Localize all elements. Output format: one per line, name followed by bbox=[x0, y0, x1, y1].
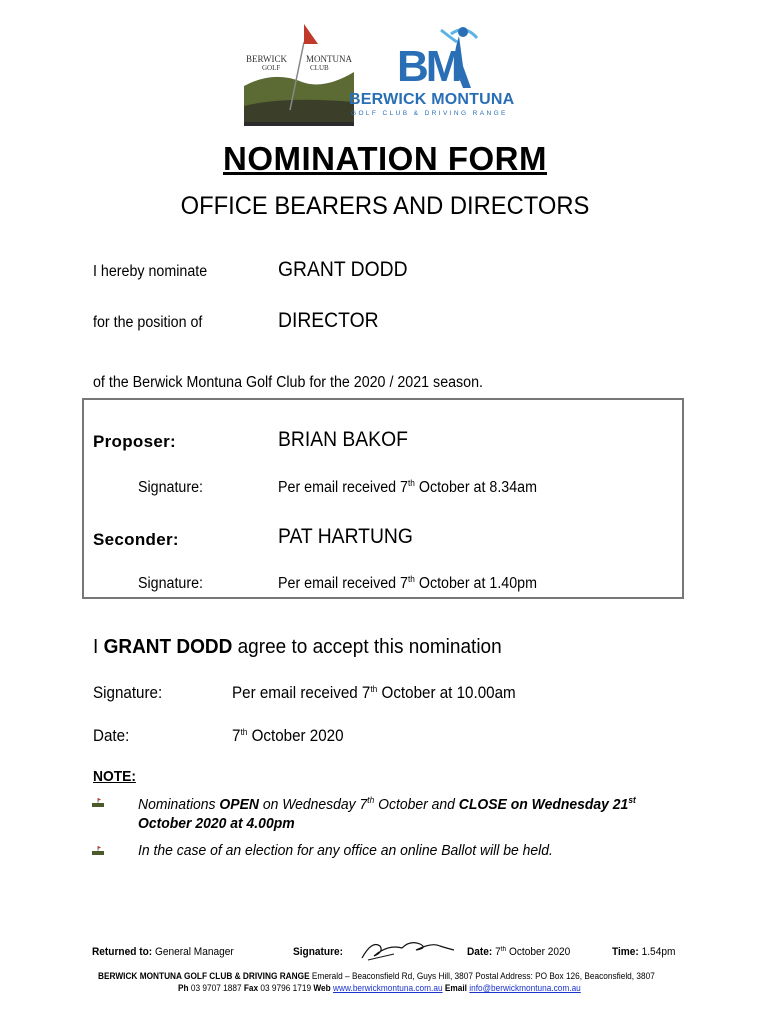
proposer-signature-value: Per email received 7th October at 8.34am bbox=[278, 478, 537, 496]
bm-brand-logo bbox=[345, 24, 530, 120]
footer-returned-to: Returned to: General Manager bbox=[92, 946, 234, 958]
accept-statement: I GRANT DODD agree to accept this nomination bbox=[93, 636, 502, 658]
footer-signature-label: Signature: bbox=[293, 946, 344, 958]
proposer-name: BRIAN BAKOF bbox=[278, 428, 408, 451]
bm-brand-subtitle: GOLF CLUB & DRIVING RANGE bbox=[351, 110, 508, 117]
bm-monogram: BM bbox=[397, 42, 460, 91]
seconder-signature-value: Per email received 7th October at 1.40pm bbox=[278, 574, 537, 592]
crest-text-golf: GOLF bbox=[262, 64, 281, 72]
footer-web-link[interactable]: www.berwickmontuna.com.au bbox=[333, 983, 443, 993]
footer-address: BERWICK MONTUNA GOLF CLUB & DRIVING RANGE Emerald – Beaconsfield Rd, Guys Hill, 3807 Postal Address: PO Box 126, Beaconsfield, 3807 bbox=[98, 971, 655, 981]
season-text: of the Berwick Montuna Golf Club for the 2020 / 2021 season. bbox=[93, 374, 484, 391]
position-label: for the position of bbox=[93, 314, 203, 331]
position-value: DIRECTOR bbox=[278, 309, 379, 332]
seconder-name: PAT HARTUNG bbox=[278, 525, 413, 548]
golf-bullet-icon bbox=[92, 846, 104, 855]
nominee-name: GRANT DODD bbox=[278, 258, 408, 281]
handwritten-signature bbox=[358, 934, 458, 964]
crest-text-berwick: BERWICK bbox=[246, 54, 288, 64]
proposer-label: Proposer: bbox=[93, 432, 176, 451]
proposer-signature-label: Signature: bbox=[138, 479, 204, 496]
seconder-label: Seconder: bbox=[93, 530, 179, 549]
golf-bullet-icon bbox=[92, 798, 104, 807]
note-bullet-1: Nominations OPEN on Wednesday 7th October and CLOSE on Wednesday 21st October 2020 at 4.00pm bbox=[138, 795, 636, 832]
accept-signature-value: Per email received 7th October at 10.00am bbox=[232, 684, 516, 702]
crest-text-montuna: MONTUNA bbox=[306, 54, 352, 64]
form-title: NOMINATION FORM bbox=[222, 140, 547, 177]
seconder-signature-label: Signature: bbox=[138, 575, 204, 592]
accept-date-label: Date: bbox=[93, 727, 130, 745]
footer-date: Date: 7th October 2020 bbox=[467, 946, 571, 958]
berwick-montuna-crest-logo bbox=[244, 22, 354, 126]
note-heading: NOTE: bbox=[93, 768, 136, 785]
footer-time: Time: 1.54pm bbox=[612, 946, 676, 958]
accept-date-value: 7th October 2020 bbox=[232, 727, 344, 745]
bm-brand-name: BERWICK MONTUNA bbox=[349, 91, 515, 108]
note-bullet-2: In the case of an election for any office an online Ballot will be held. bbox=[138, 842, 553, 859]
form-subtitle: OFFICE BEARERS AND DIRECTORS bbox=[180, 192, 590, 220]
footer-email-link[interactable]: info@berwickmontuna.com.au bbox=[469, 983, 581, 993]
footer-contacts: Ph 03 9707 1887 Fax 03 9796 1719 Web www.berwickmontuna.com.au Email info@berwickmontuna.com.au bbox=[178, 983, 581, 993]
accept-signature-label: Signature: bbox=[93, 684, 163, 702]
nominate-label: I hereby nominate bbox=[93, 263, 208, 280]
crest-text-club: CLUB bbox=[310, 64, 329, 72]
